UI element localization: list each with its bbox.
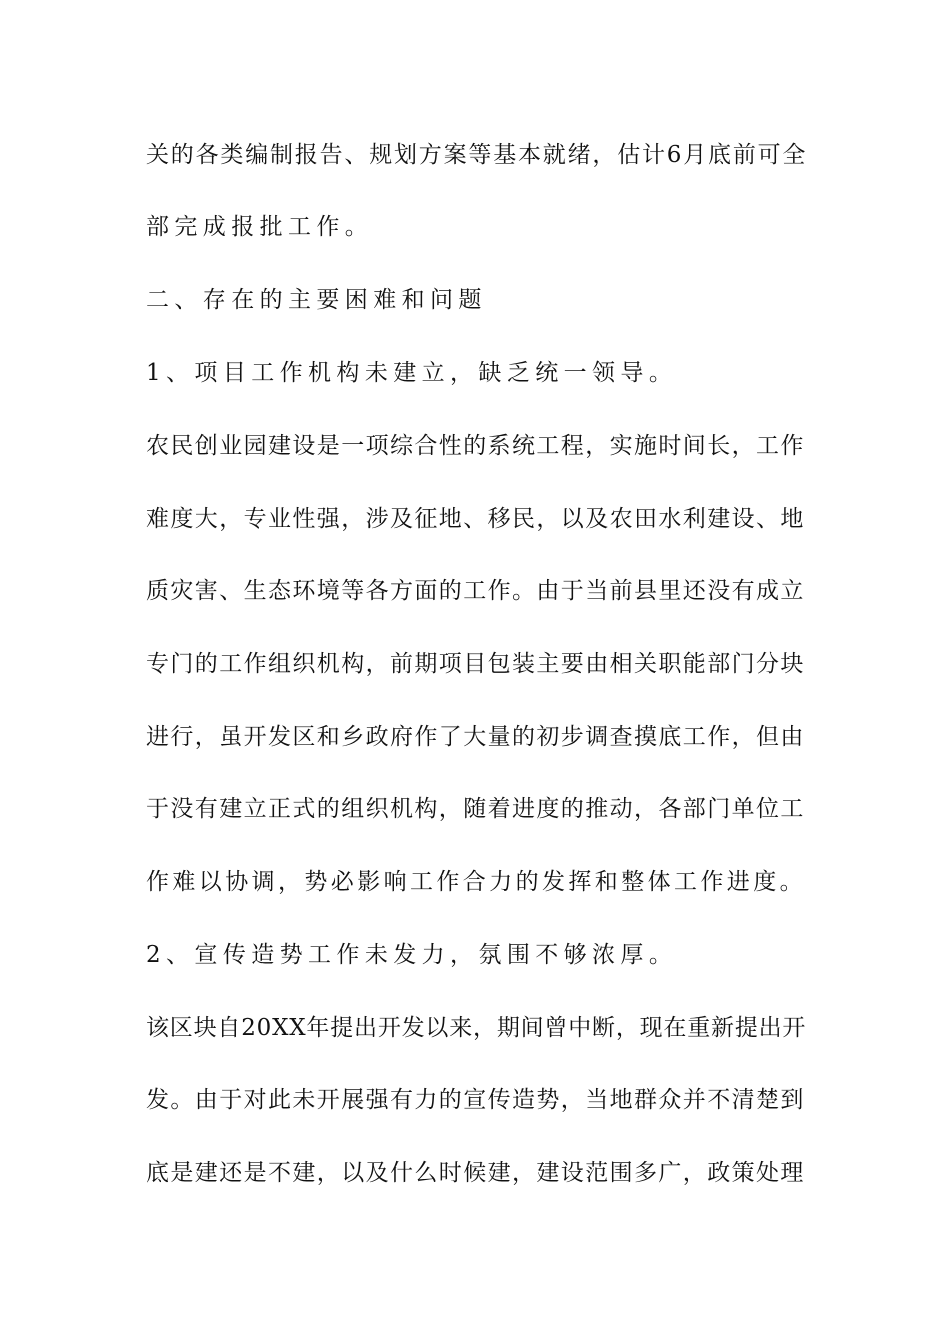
text-line: 作难以协调，势必影响工作合力的发挥和整体工作进度。 [146, 869, 806, 895]
text-line: 进行，虽开发区和乡政府作了大量的初步调查摸底工作，但由 [146, 724, 805, 750]
text-line: 底是建还是不建，以及什么时候建，建设范围多广，政策处理 [146, 1160, 805, 1186]
text-line: 关的各类编制报告、规划方案等基本就绪，估计6月底前可全 [146, 142, 808, 168]
text-line: 质灾害、生态环境等各方面的工作。由于当前县里还没有成立 [146, 578, 805, 604]
text-line: 专门的工作组织机构，前期项目包装主要由相关职能部门分块 [146, 651, 805, 677]
text-line: 部完成报批工作。 [146, 214, 374, 240]
subsection-heading: 1、项目工作机构未建立，缺乏统一领导。 [146, 360, 678, 386]
text-line: 发。由于对此未开展强有力的宣传造势，当地群众并不清楚到 [146, 1087, 805, 1113]
subsection-heading: 2、宣传造势工作未发力，氛围不够浓厚。 [146, 942, 678, 968]
section-heading: 二、存在的主要困难和问题 [146, 287, 487, 313]
text-line: 农民创业园建设是一项综合性的系统工程，实施时间长，工作 [146, 433, 805, 459]
text-line: 该区块自20XX年提出开发以来，期间曾中断，现在重新提出开 [146, 1015, 807, 1041]
text-line: 难度大，专业性强，涉及征地、移民，以及农田水利建设、地 [146, 506, 805, 532]
text-line: 于没有建立正式的组织机构，随着进度的推动，各部门单位工 [146, 796, 805, 822]
